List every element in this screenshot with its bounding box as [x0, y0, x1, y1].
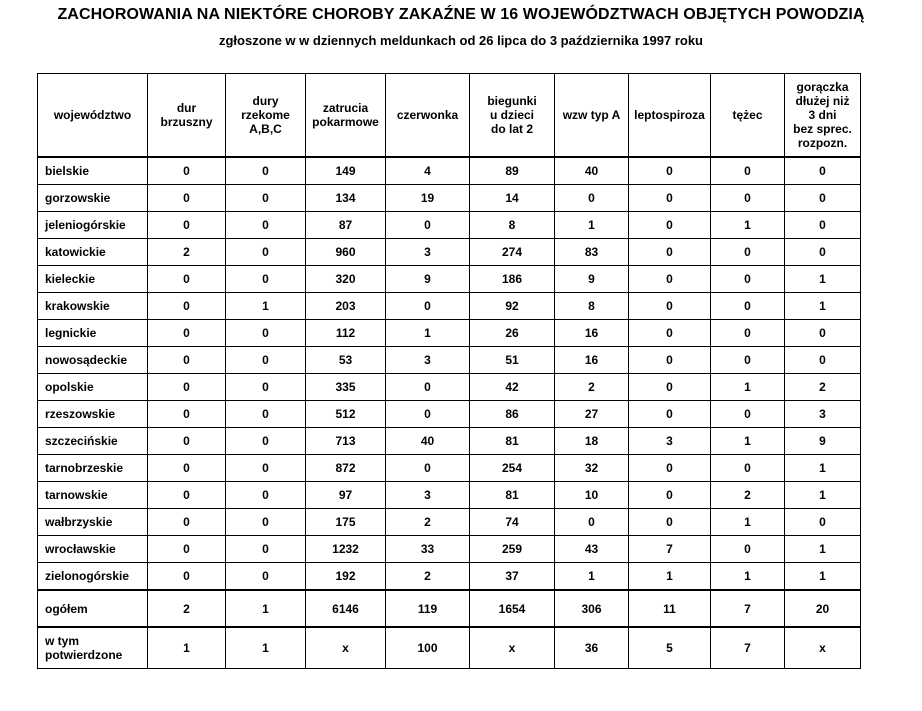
value-cell: 20 [785, 590, 861, 627]
voivodeship-cell: krakowskie [38, 293, 148, 320]
value-cell: 0 [148, 212, 226, 239]
voivodeship-cell: jeleniogórskie [38, 212, 148, 239]
value-cell: 0 [226, 563, 306, 591]
value-cell: 872 [306, 455, 386, 482]
value-cell: 4 [386, 157, 470, 185]
voivodeship-cell: tarnobrzeskie [38, 455, 148, 482]
value-cell: 97 [306, 482, 386, 509]
value-cell: 112 [306, 320, 386, 347]
value-cell: 26 [470, 320, 555, 347]
value-cell: 0 [711, 266, 785, 293]
value-cell: x [470, 627, 555, 669]
value-cell: 0 [785, 320, 861, 347]
value-cell: 0 [629, 266, 711, 293]
value-cell: 1 [785, 563, 861, 591]
value-cell: 0 [226, 320, 306, 347]
table-header-row [38, 74, 861, 158]
value-cell: 1 [711, 428, 785, 455]
value-cell: 0 [711, 293, 785, 320]
value-cell: 40 [386, 428, 470, 455]
document-subtitle: zgłoszone w w dziennych meldunkach od 26 lipca do 3 października 1997 roku [218, 33, 703, 48]
value-cell: 1 [711, 509, 785, 536]
value-cell: 1 [785, 455, 861, 482]
value-cell: 0 [226, 157, 306, 185]
value-cell: 2 [711, 482, 785, 509]
value-cell: 2 [386, 509, 470, 536]
value-cell: 0 [629, 482, 711, 509]
value-cell: 1 [785, 266, 861, 293]
voivodeship-cell: bielskie [38, 157, 148, 185]
value-cell: 2 [148, 590, 226, 627]
value-cell: 149 [306, 157, 386, 185]
value-cell: 9 [785, 428, 861, 455]
value-cell: 0 [148, 374, 226, 401]
value-cell: 37 [470, 563, 555, 591]
table-row [38, 455, 861, 482]
table-row [38, 266, 861, 293]
table-row [38, 212, 861, 239]
value-cell: 0 [226, 536, 306, 563]
value-cell: 1 [711, 374, 785, 401]
value-cell: 0 [148, 536, 226, 563]
value-cell: 0 [148, 455, 226, 482]
value-cell: 40 [555, 157, 629, 185]
header-cell: dury rzekome A,B,C [226, 74, 306, 158]
value-cell: 0 [785, 185, 861, 212]
value-cell: 0 [148, 293, 226, 320]
value-cell: 0 [148, 401, 226, 428]
value-cell: 0 [386, 212, 470, 239]
value-cell: 1232 [306, 536, 386, 563]
value-cell: 0 [148, 347, 226, 374]
value-cell: 0 [148, 266, 226, 293]
value-cell: 0 [785, 212, 861, 239]
value-cell: 0 [785, 509, 861, 536]
value-cell: 14 [470, 185, 555, 212]
header-cell: biegunki u dzieci do lat 2 [470, 74, 555, 158]
value-cell: 1 [711, 212, 785, 239]
table-row [38, 509, 861, 536]
value-cell: 1654 [470, 590, 555, 627]
value-cell: 27 [555, 401, 629, 428]
value-cell: 0 [148, 563, 226, 591]
value-cell: 0 [148, 185, 226, 212]
value-cell: 0 [629, 293, 711, 320]
value-cell: 0 [629, 347, 711, 374]
value-cell: 0 [386, 401, 470, 428]
value-cell: 0 [711, 347, 785, 374]
value-cell: 0 [711, 157, 785, 185]
value-cell: 33 [386, 536, 470, 563]
value-cell: 0 [711, 239, 785, 266]
table-row [38, 347, 861, 374]
value-cell: 0 [148, 428, 226, 455]
value-cell: 335 [306, 374, 386, 401]
value-cell: 203 [306, 293, 386, 320]
table-row [38, 374, 861, 401]
value-cell: 0 [386, 293, 470, 320]
value-cell: 19 [386, 185, 470, 212]
value-cell: 0 [629, 212, 711, 239]
voivodeship-cell: gorzowskie [38, 185, 148, 212]
value-cell: 3 [386, 482, 470, 509]
value-cell: 0 [226, 509, 306, 536]
value-cell: 1 [785, 536, 861, 563]
value-cell: 1 [555, 563, 629, 591]
value-cell: 36 [555, 627, 629, 669]
value-cell: 0 [629, 185, 711, 212]
value-cell: 0 [386, 455, 470, 482]
value-cell: 1 [226, 627, 306, 669]
value-cell: 5 [629, 627, 711, 669]
value-cell: 0 [629, 239, 711, 266]
value-cell: 0 [226, 239, 306, 266]
table-row [38, 320, 861, 347]
value-cell: 274 [470, 239, 555, 266]
voivodeship-cell: wałbrzyskie [38, 509, 148, 536]
table-row [38, 401, 861, 428]
confirmed-row [38, 627, 861, 669]
value-cell: 0 [226, 374, 306, 401]
value-cell: 3 [785, 401, 861, 428]
value-cell: 83 [555, 239, 629, 266]
table-row [38, 293, 861, 320]
voivodeship-cell: tarnowskie [38, 482, 148, 509]
table-row [38, 239, 861, 266]
value-cell: 0 [711, 185, 785, 212]
disease-table [37, 73, 861, 669]
value-cell: x [306, 627, 386, 669]
value-cell: x [785, 627, 861, 669]
value-cell: 32 [555, 455, 629, 482]
header-cell: dur brzuszny [148, 74, 226, 158]
value-cell: 2 [148, 239, 226, 266]
value-cell: 1 [386, 320, 470, 347]
voivodeship-cell: katowickie [38, 239, 148, 266]
value-cell: 53 [306, 347, 386, 374]
value-cell: 8 [555, 293, 629, 320]
value-cell: 8 [470, 212, 555, 239]
table-row [38, 428, 861, 455]
header-cell: tężec [711, 74, 785, 158]
value-cell: 134 [306, 185, 386, 212]
value-cell: 7 [711, 590, 785, 627]
value-cell: 119 [386, 590, 470, 627]
value-cell: 0 [226, 455, 306, 482]
table-row [38, 563, 861, 591]
value-cell: 18 [555, 428, 629, 455]
value-cell: 0 [226, 347, 306, 374]
value-cell: 86 [470, 401, 555, 428]
value-cell: 81 [470, 482, 555, 509]
value-cell: 0 [148, 509, 226, 536]
header-cell: województwo [38, 74, 148, 158]
voivodeship-cell: wrocławskie [38, 536, 148, 563]
voivodeship-cell: szczecińskie [38, 428, 148, 455]
table-row [38, 185, 861, 212]
value-cell: 0 [629, 401, 711, 428]
table-row [38, 536, 861, 563]
value-cell: 9 [555, 266, 629, 293]
value-cell: 43 [555, 536, 629, 563]
value-cell: 9 [386, 266, 470, 293]
value-cell: 0 [711, 536, 785, 563]
value-cell: 6146 [306, 590, 386, 627]
value-cell: 0 [629, 157, 711, 185]
value-cell: 0 [785, 239, 861, 266]
value-cell: 1 [629, 563, 711, 591]
value-cell: 51 [470, 347, 555, 374]
value-cell: 0 [226, 482, 306, 509]
value-cell: 2 [785, 374, 861, 401]
value-cell: 306 [555, 590, 629, 627]
value-cell: 0 [711, 455, 785, 482]
value-cell: 1 [785, 482, 861, 509]
value-cell: 0 [629, 320, 711, 347]
value-cell: 192 [306, 563, 386, 591]
value-cell: 42 [470, 374, 555, 401]
value-cell: 92 [470, 293, 555, 320]
value-cell: 254 [470, 455, 555, 482]
voivodeship-cell: kieleckie [38, 266, 148, 293]
voivodeship-cell: ogółem [38, 590, 148, 627]
value-cell: 0 [785, 157, 861, 185]
value-cell: 16 [555, 320, 629, 347]
value-cell: 0 [555, 509, 629, 536]
value-cell: 0 [386, 374, 470, 401]
value-cell: 11 [629, 590, 711, 627]
value-cell: 0 [711, 320, 785, 347]
value-cell: 0 [226, 185, 306, 212]
value-cell: 0 [629, 509, 711, 536]
voivodeship-cell: zielonogórskie [38, 563, 148, 591]
value-cell: 16 [555, 347, 629, 374]
value-cell: 87 [306, 212, 386, 239]
table-row [38, 482, 861, 509]
total-row [38, 590, 861, 627]
header-cell: leptospiroza [629, 74, 711, 158]
value-cell: 1 [226, 590, 306, 627]
voivodeship-cell: rzeszowskie [38, 401, 148, 428]
value-cell: 2 [555, 374, 629, 401]
value-cell: 186 [470, 266, 555, 293]
value-cell: 0 [226, 212, 306, 239]
voivodeship-cell: nowosądeckie [38, 347, 148, 374]
value-cell: 0 [148, 157, 226, 185]
header-cell: zatrucia pokarmowe [306, 74, 386, 158]
header-cell: wzw typ A [555, 74, 629, 158]
value-cell: 0 [226, 428, 306, 455]
value-cell: 960 [306, 239, 386, 266]
value-cell: 0 [226, 401, 306, 428]
value-cell: 0 [711, 401, 785, 428]
value-cell: 1 [785, 293, 861, 320]
voivodeship-cell: legnickie [38, 320, 148, 347]
value-cell: 259 [470, 536, 555, 563]
table-row [38, 157, 861, 185]
voivodeship-cell: w tym potwierdzone [38, 627, 148, 669]
value-cell: 1 [555, 212, 629, 239]
document-title: ZACHOROWANIA NA NIEKTÓRE CHOROBY ZAKAŹNE W 16 WOJEWÓDZTWACH OBJĘTYCH POWODZIĄ [57, 6, 865, 23]
value-cell: 100 [386, 627, 470, 669]
value-cell: 3 [629, 428, 711, 455]
value-cell: 0 [148, 320, 226, 347]
value-cell: 0 [785, 347, 861, 374]
value-cell: 0 [629, 374, 711, 401]
value-cell: 0 [555, 185, 629, 212]
value-cell: 0 [226, 266, 306, 293]
value-cell: 81 [470, 428, 555, 455]
value-cell: 7 [711, 627, 785, 669]
value-cell: 1 [711, 563, 785, 591]
value-cell: 74 [470, 509, 555, 536]
value-cell: 320 [306, 266, 386, 293]
header-cell: czerwonka [386, 74, 470, 158]
value-cell: 713 [306, 428, 386, 455]
value-cell: 1 [226, 293, 306, 320]
table-body [38, 157, 861, 669]
value-cell: 0 [629, 455, 711, 482]
value-cell: 2 [386, 563, 470, 591]
value-cell: 7 [629, 536, 711, 563]
value-cell: 1 [148, 627, 226, 669]
value-cell: 0 [148, 482, 226, 509]
value-cell: 3 [386, 239, 470, 266]
value-cell: 89 [470, 157, 555, 185]
value-cell: 512 [306, 401, 386, 428]
value-cell: 3 [386, 347, 470, 374]
value-cell: 175 [306, 509, 386, 536]
voivodeship-cell: opolskie [38, 374, 148, 401]
header-cell: gorączka dłużej niż 3 dni bez sprec. rozpozn. [785, 74, 861, 158]
value-cell: 10 [555, 482, 629, 509]
